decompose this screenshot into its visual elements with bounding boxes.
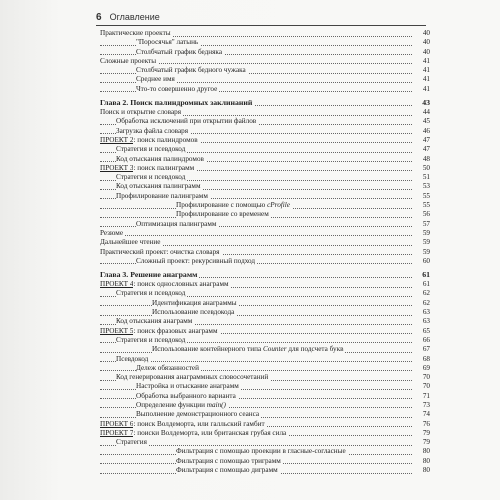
toc-entry-title	[116, 289, 187, 297]
toc-entry-text: Глава 2. Поиск палиндромных заклинаний	[100, 98, 253, 108]
toc-page-number: 65	[414, 327, 430, 336]
toc-entry	[100, 457, 430, 466]
toc-entry	[100, 66, 430, 75]
project-label: ПРОЕКТ 6	[100, 419, 134, 428]
toc-entry-title	[116, 317, 194, 325]
toc-entry-title	[116, 336, 187, 344]
toc-entry-text: Стратегия и псевдокод	[116, 145, 186, 154]
toc-page-number: 47	[414, 136, 430, 145]
toc-entry-text: Идентификация анаграммы	[152, 298, 237, 307]
toc-entry-text: Определение функции	[136, 400, 207, 409]
toc-page-number: 76	[414, 420, 430, 429]
toc-page-number: 50	[414, 164, 430, 173]
toc-page-number: 47	[414, 145, 430, 154]
project-label: ПРОЕКТ 2	[100, 135, 134, 144]
toc-page-number: 40	[414, 48, 430, 57]
toc-entry-title	[176, 201, 292, 209]
toc-page-number: 63	[414, 317, 430, 326]
toc-entry-text: Псевдокод	[116, 354, 149, 363]
toc-entry-text: Дальнейшее чтение	[100, 238, 161, 247]
toc-entry-title	[136, 364, 201, 372]
toc-entry-text: Использование псевдокода	[152, 308, 235, 317]
toc-entry-title	[100, 280, 231, 288]
toc-entry-text: Что-то совершенно другое	[136, 84, 218, 93]
toc-entry-title	[116, 438, 149, 446]
toc-entry-title	[136, 75, 177, 83]
toc-entry-title	[100, 136, 200, 144]
toc-entry-text: Столбчатый график бедняка	[136, 47, 223, 56]
toc-page-number: 55	[414, 192, 430, 201]
toc-entry-text: Фильтрация с помощью триграмм	[176, 456, 281, 465]
toc-entry	[100, 108, 430, 117]
toc-page-number: 43	[414, 98, 430, 108]
toc-page-number: 60	[414, 257, 430, 266]
toc-page-number: 40	[414, 29, 430, 38]
toc-entry-title	[100, 248, 222, 256]
toc-entry-title	[100, 270, 199, 279]
toc-entry-text-tail: для подсчета букв	[286, 345, 344, 354]
toc-entry	[100, 257, 430, 266]
toc-page-number: 80	[414, 466, 430, 475]
toc-entry-title	[152, 345, 345, 353]
toc-entry-title	[136, 66, 248, 74]
toc-entry	[100, 238, 430, 247]
toc-entry	[100, 220, 430, 229]
toc-entry-title	[100, 420, 267, 428]
toc-entry	[100, 308, 430, 317]
dot-leader	[100, 229, 412, 237]
toc-entry-text: Практические проекты	[100, 29, 171, 37]
toc-entry-text: Фильтрация с помощью диграмм	[176, 466, 278, 475]
toc-entry	[100, 382, 430, 391]
toc-page-number: 41	[414, 85, 430, 94]
toc-entry-title	[100, 229, 125, 237]
toc-entry-title	[116, 192, 210, 200]
dot-leader	[100, 299, 412, 307]
toc-page-number: 55	[414, 201, 430, 210]
toc-page-number: 69	[414, 364, 430, 373]
toc-entry	[100, 155, 430, 164]
toc-entry-title	[152, 308, 236, 316]
toc-page-number: 51	[414, 173, 430, 182]
toc-entry	[100, 373, 430, 382]
toc-entry-title	[100, 327, 220, 335]
toc-entry-title	[136, 392, 238, 400]
toc-entry-title	[136, 257, 257, 265]
toc-entry-text: Практический проект: очистка словаря	[100, 247, 220, 256]
toc-entry-title	[100, 98, 254, 107]
toc-entry	[100, 248, 430, 257]
toc-page-number: 48	[414, 155, 430, 164]
toc-entry	[100, 29, 430, 38]
toc-chapter-heading	[100, 270, 430, 280]
toc-page-number: 41	[414, 66, 430, 75]
toc-entry-text: : поиск Волдеморта, или галльский гамбит	[133, 419, 265, 428]
code-term: Counter	[262, 345, 287, 354]
toc-entry-text: : поиск палиндромов	[133, 135, 198, 144]
toc-entry	[100, 182, 430, 191]
toc-entry	[100, 164, 430, 173]
toc-entry	[100, 466, 430, 475]
toc-entry	[100, 299, 430, 308]
toc-entry	[100, 145, 430, 154]
toc-entry-text: Стратегия и псевдокод	[116, 289, 186, 298]
toc-entry	[100, 401, 430, 410]
toc-page-number: 59	[414, 238, 430, 247]
toc-entry-text: Обработка исключений при открытии файлов	[116, 117, 257, 126]
toc-entry-title	[116, 127, 190, 135]
toc-entry-text: "Поросячья" латынь	[136, 38, 199, 47]
toc-page-number: 62	[414, 289, 430, 298]
code-term: main()	[206, 400, 226, 409]
toc-entry-text: Фильтрация с помощью проекции в гласные-согласные	[176, 447, 346, 456]
toc-entry-text: Поиск и открытие словаря	[100, 108, 182, 117]
toc-entry	[100, 117, 430, 126]
toc-entry-title	[136, 220, 218, 228]
toc-entry	[100, 327, 430, 336]
toc-page-number: 66	[414, 336, 430, 345]
toc-entry-title	[176, 457, 283, 465]
toc-entry	[100, 345, 430, 354]
toc-entry-title	[116, 155, 206, 163]
toc-page-number: 59	[414, 229, 430, 238]
project-label: ПРОЕКТ 4	[100, 280, 134, 289]
toc-entry-text: Резюме	[100, 228, 124, 237]
toc-page-number: 62	[414, 299, 430, 308]
toc-entry-title	[136, 401, 228, 409]
toc-page-number: 73	[414, 401, 430, 410]
toc-entry-text: Среднее имя	[136, 75, 175, 84]
toc-entry-text: Сложный проект: рекурсивный подход	[136, 256, 256, 265]
toc-entry	[100, 75, 430, 84]
toc-entry-text: Код отыскания палиндромов	[116, 154, 204, 163]
toc-entry-text: Стратегия и псевдокод	[116, 335, 186, 344]
toc-chapter-heading	[100, 98, 430, 108]
toc-page-number: 40	[414, 38, 430, 47]
toc-entry-text: Дележ обязанностей	[136, 363, 199, 372]
toc-entry-text: Загрузка файла словаря	[116, 126, 189, 135]
toc-entry	[100, 410, 430, 419]
toc-entry	[100, 429, 430, 438]
toc-entry	[100, 57, 430, 66]
toc-page-number: 79	[414, 438, 430, 447]
toc-entry-text: Использование контейнерного типа	[152, 345, 263, 354]
toc-entry-title	[136, 410, 261, 418]
toc-entry-title	[100, 108, 183, 116]
toc-entry-text: : поиск палинграмм	[133, 163, 195, 172]
toc-entry-text: Настройка и отыскание анаграмм	[136, 382, 239, 391]
toc-entry	[100, 192, 430, 201]
toc-page-number: 80	[414, 447, 430, 456]
toc-entry	[100, 289, 430, 298]
toc-entry-text: Код отыскания палинграмм	[116, 182, 201, 191]
toc-entry-title	[136, 382, 241, 390]
toc-page-number: 57	[414, 220, 430, 229]
toc-entry-title	[100, 164, 196, 172]
toc-entry-text: Выполнение демонстрационного сеанса	[136, 410, 260, 419]
toc-entry	[100, 392, 430, 401]
toc-page-number: 79	[414, 429, 430, 438]
toc-entry-text: Код отыскания анаграмм	[116, 317, 193, 326]
dot-leader	[100, 308, 412, 316]
toc-entry-title	[100, 29, 173, 37]
toc-page-number: 71	[414, 392, 430, 401]
toc-entry-title	[176, 447, 348, 455]
toc-entry-text: Код генерирования анаграммных словосочетаний	[116, 373, 269, 382]
toc-page-number: 70	[414, 382, 430, 391]
toc-entry	[100, 364, 430, 373]
toc-entry-text: : поиск фразовых анаграмм	[133, 326, 218, 335]
toc-entry	[100, 201, 430, 210]
toc-page-number: 41	[414, 75, 430, 84]
header-title: Оглавление	[109, 12, 160, 22]
toc-entry	[100, 229, 430, 238]
toc-entry-title	[116, 173, 187, 181]
toc-page-number: 44	[414, 108, 430, 117]
toc-entry-title	[116, 373, 270, 381]
toc-entry-title	[100, 238, 162, 246]
toc-entry	[100, 355, 430, 364]
toc-page-number: 46	[414, 127, 430, 136]
toc-entry-title	[136, 85, 219, 93]
toc-entry-title	[100, 57, 158, 65]
toc-page-number: 63	[414, 308, 430, 317]
toc-entry-text: Стратегия и псевдокод	[116, 173, 186, 182]
toc-page-number: 61	[414, 270, 430, 280]
toc-entry-text: Профилирование со временем	[176, 210, 269, 219]
toc-entry-text: : поиски Волдеморта, или британская грубая сила	[133, 428, 287, 437]
toc-entry	[100, 336, 430, 345]
toc-entry	[100, 173, 430, 182]
toc-entry-title	[136, 48, 224, 56]
toc-page-number: 68	[414, 355, 430, 364]
toc-entry-title	[116, 182, 203, 190]
project-label: ПРОЕКТ 7	[100, 428, 134, 437]
table-of-contents	[100, 29, 430, 475]
toc-entry	[100, 438, 430, 447]
toc-entry-title	[136, 38, 200, 46]
toc-entry-text: Столбчатый график бедного чужака	[136, 66, 246, 75]
toc-page-number: 74	[414, 410, 430, 419]
toc-entry-text: Профилирование палинграмм	[116, 191, 208, 200]
toc-entry-title	[152, 299, 239, 307]
toc-page-number: 67	[414, 345, 430, 354]
toc-entry-title	[176, 466, 280, 474]
toc-entry	[100, 317, 430, 326]
toc-entry-text: : поиск однословных анаграмм	[133, 280, 229, 289]
page-number: 6	[96, 12, 102, 23]
toc-entry-title	[176, 210, 271, 218]
toc-entry-title	[116, 355, 150, 363]
toc-entry-text: Профилирование с помощью	[176, 201, 268, 210]
toc-entry-text: Стратегия	[116, 438, 147, 447]
toc-entry-text: Сложные проекты	[100, 56, 157, 65]
project-label: ПРОЕКТ 3	[100, 163, 134, 172]
toc-entry-text: Обработка выбранного варианта	[136, 391, 236, 400]
running-header	[96, 11, 426, 26]
toc-entry	[100, 136, 430, 145]
toc-page-number: 70	[414, 373, 430, 382]
toc-page-number: 53	[414, 182, 430, 191]
toc-page-number: 80	[414, 457, 430, 466]
toc-entry	[100, 38, 430, 47]
code-term: cProfile	[267, 201, 290, 210]
toc-entry	[100, 420, 430, 429]
toc-page-number: 56	[414, 210, 430, 219]
toc-entry-title	[100, 429, 288, 437]
toc-entry-title	[116, 145, 187, 153]
toc-entry	[100, 48, 430, 57]
toc-page-number: 59	[414, 248, 430, 257]
toc-entry	[100, 280, 430, 289]
toc-entry	[100, 127, 430, 136]
toc-entry	[100, 85, 430, 94]
toc-entry-text: Оптимизация палинграмм	[136, 219, 217, 228]
toc-page-number: 45	[414, 117, 430, 126]
toc-page-number: 41	[414, 57, 430, 66]
toc-entry	[100, 447, 430, 456]
toc-page-number: 61	[414, 280, 430, 289]
toc-entry-text: Глава 3. Решение анаграмм	[100, 270, 198, 280]
project-label: ПРОЕКТ 5	[100, 326, 134, 335]
toc-entry	[100, 210, 430, 219]
toc-entry-title	[116, 117, 258, 125]
